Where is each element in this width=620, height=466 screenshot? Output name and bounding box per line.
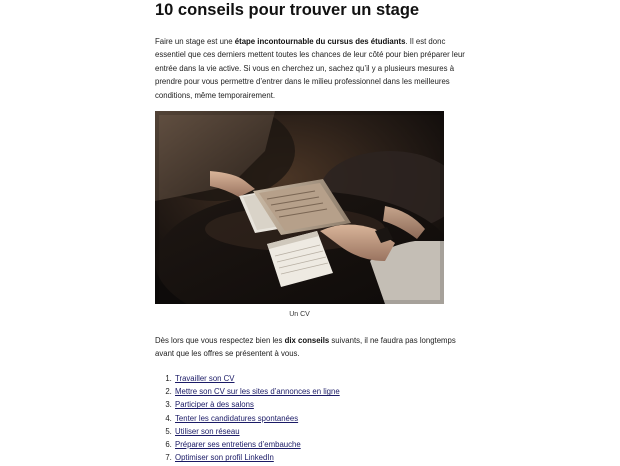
tip-link-annonces[interactable]: Mettre son CV sur les sites d’annonces en ligne	[175, 387, 340, 397]
tip-link-entretiens[interactable]: Préparer ses entretiens d’embauche	[175, 440, 301, 450]
para2-text-1: Dès lors que vous respectez bien les	[155, 336, 285, 345]
list-item	[174, 398, 340, 411]
intro-text-2: . Il est donc essentiel que ces derniers mettent toutes les chances de leur côté pour bien préparer leur entrée dans la vie active. Si vous en cherchez un, sachez qu’il y a plusieurs mesures à prendre pour vous permettre d’entrer dans le milieu professionnel dans les meilleures conditions, même temporairement.	[155, 37, 465, 100]
intro-paragraph	[155, 35, 467, 102]
list-item	[174, 385, 340, 398]
list-item	[174, 438, 340, 451]
tips-list	[155, 372, 340, 464]
intro-text-1: Faire un stage est une	[155, 37, 235, 46]
tip-link-cv[interactable]: Travailler son CV	[175, 374, 235, 383]
para2-bold: dix conseils	[284, 336, 330, 345]
page-title: 10 conseils pour trouver un stage	[155, 1, 420, 19]
intro-bold: étape incontournable du cursus des étudiants	[234, 37, 406, 46]
tip-link-linkedin[interactable]: Optimiser son profil LinkedIn	[175, 453, 274, 463]
tip-link-candidatures[interactable]: Tenter les candidatures spontanées	[175, 413, 299, 423]
tip-link-salons[interactable]: Participer à des salons	[175, 400, 254, 410]
list-item	[174, 451, 340, 464]
figure-caption: Un CV	[289, 311, 310, 318]
list-item	[174, 425, 340, 438]
article-figure	[155, 111, 444, 304]
tip-link-reseau[interactable]: Utiliser son réseau	[175, 426, 240, 436]
cv-photo	[155, 111, 444, 304]
list-item	[174, 372, 340, 385]
list-item	[174, 412, 340, 425]
para2-text-2: suivants, il ne faudra pas longtemps avant que les offres se présentent à vous.	[155, 336, 456, 359]
tips-intro-paragraph	[155, 334, 467, 361]
